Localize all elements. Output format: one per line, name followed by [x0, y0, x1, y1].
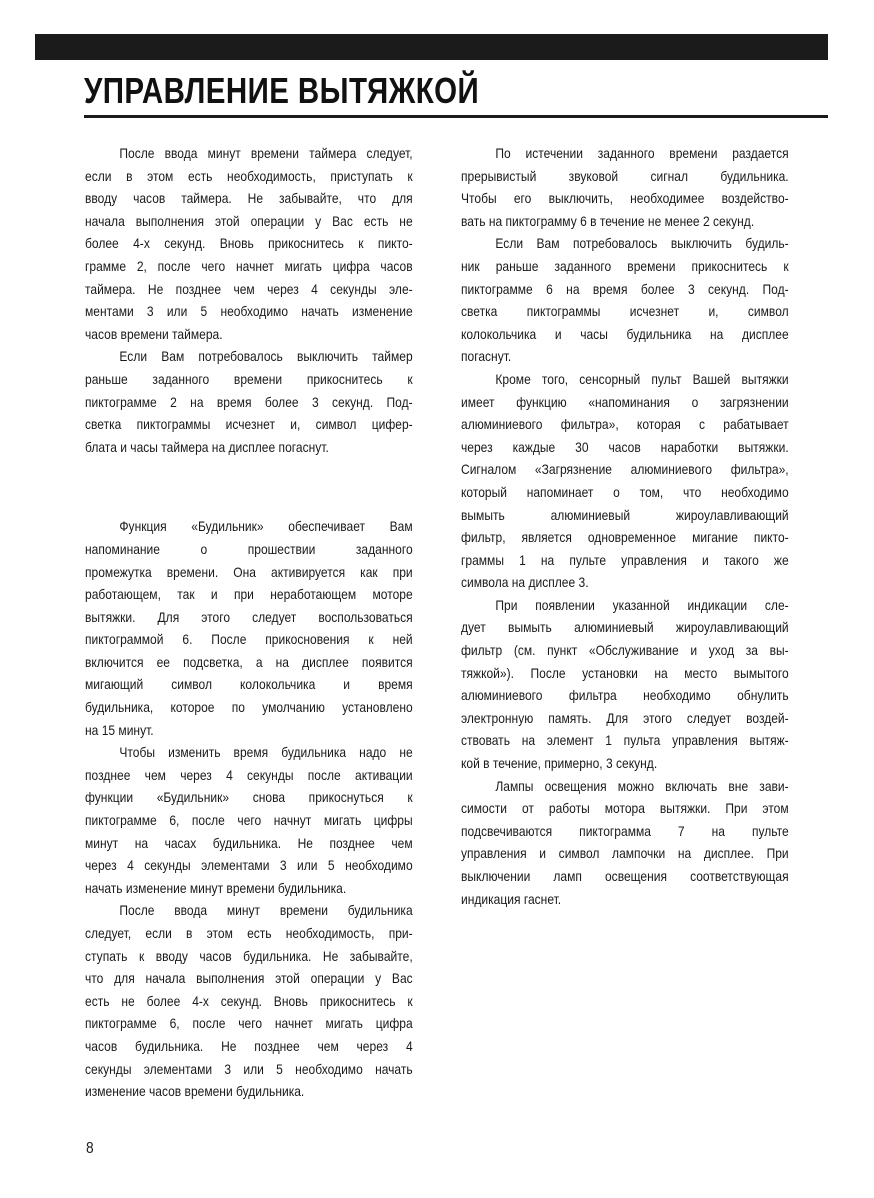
text-line: Лампы освещения можно включать вне зави- — [495, 777, 789, 794]
text-line: фильтр (см. пункт «Обслуживание и уход за вы- — [461, 642, 789, 659]
paragraph — [461, 142, 789, 232]
text-line: Чтобы его выключить, необходимее воздейство- — [461, 190, 789, 207]
text-line: алюминиевого фильтра необходимо обнулить — [461, 687, 789, 704]
text-line: который напоминает о том, что необходимо — [461, 483, 789, 500]
section-spacer — [85, 458, 413, 515]
text-line: работающем, так и при неработающем моторе — [85, 586, 413, 603]
text-line: алюминиевого фильтра», которая с рабатывает — [461, 416, 789, 433]
text-line: После ввода минут времени таймера следует, — [119, 145, 413, 161]
text-line: вытяжки. Для этого следует воспользоваться — [85, 608, 413, 625]
text-line: Функция «Будильник» обеспечивает Вам — [119, 518, 413, 535]
text-line: позднее чем через 4 секунды после активации — [85, 766, 413, 783]
paragraph — [461, 232, 789, 368]
right-column — [461, 142, 789, 910]
text-line: пиктограмме 6, после чего начнет мигать цифра — [85, 1015, 413, 1032]
text-line: выключении ламп освещения соответствующая — [461, 868, 789, 884]
header-bar — [35, 34, 828, 60]
text-line: По истечении заданного времени раздается — [495, 145, 789, 161]
text-line: После ввода минут времени будильника — [119, 902, 413, 919]
text-line: через каждые 30 часов наработки вытяжки. — [461, 438, 789, 455]
text-line: пиктограмме 6, после чего начнут мигать цифры — [85, 812, 413, 829]
text-line: симости от работы мотора вытяжки. При этом — [461, 800, 789, 817]
text-line: напоминание о прошествии заданного — [85, 540, 413, 557]
text-line: есть не более 4-х секунд. Вновь прикоснитесь к — [85, 992, 413, 1009]
text-line: ступать к вводу часов будильника. Не забывайте, — [85, 947, 413, 964]
text-line: дует вымыть алюминиевый жироулавливающий — [461, 619, 789, 636]
text-line: таймера. Не позднее чем через 4 секунды эле- — [85, 280, 413, 297]
text-line: минут на часах будильника. Не позднее чем — [85, 834, 413, 851]
text-line: ник раньше заданного времени прикоснитесь к — [461, 257, 789, 274]
text-line: более 4-х секунд. Вновь прикоснитесь к пикто- — [85, 235, 413, 252]
text-line: функции «Будильник» снова прикоснуться к — [85, 789, 413, 806]
paragraph — [85, 142, 413, 345]
text-line: погаснут. — [461, 348, 512, 365]
text-line: секунды элементами 3 или 5 необходимо начать — [85, 1060, 413, 1077]
text-line: Чтобы изменить время будильника надо не — [119, 744, 413, 761]
text-line: имеет функцию «напоминания о загрязнении — [461, 393, 789, 410]
text-line: пиктограмме 2 на время более 3 секунд. Под- — [85, 393, 413, 410]
text-line: кой в течение, примерно, 3 секунд. — [461, 755, 658, 772]
text-line: следует, если в этом есть необходимость, при- — [85, 925, 413, 941]
text-line: что для начала выполнения этой операции у Вас — [85, 970, 413, 987]
paragraph — [85, 899, 413, 1102]
paragraph — [85, 741, 413, 899]
text-line: пиктограммой 6. После прикосновения к ней — [85, 631, 413, 648]
page-title: УПРАВЛЕНИЕ ВЫТЯЖКОЙ — [84, 70, 480, 111]
text-line: Кроме того, сенсорный пульт Вашей вытяжки — [495, 370, 789, 387]
text-line: тяжкой»). После установки на место вымытого — [461, 664, 789, 681]
text-line: ствовать на элемент 1 пульта управления вытяж- — [461, 732, 789, 749]
paragraph — [85, 345, 413, 458]
text-line: грамме 2, после чего начнет мигать цифра часов — [85, 257, 413, 274]
paragraph — [461, 594, 789, 775]
text-line: мигающий символ колокольчика и время — [85, 676, 413, 693]
text-line: если в этом есть необходимость, приступать к — [85, 167, 413, 184]
text-line: на 15 минут. — [85, 721, 154, 738]
text-line: Если Вам потребовалось выключить таймер — [119, 348, 413, 365]
text-line: управления и символ лампочки на дисплее. При — [461, 845, 789, 862]
text-line: будильника, которое по умолчанию установлено — [85, 699, 413, 716]
text-line: блата и часы таймера на дисплее погаснут. — [85, 438, 329, 455]
text-line: светка пиктограммы исчезнет и, символ цифер- — [85, 416, 413, 433]
text-line: часов времени таймера. — [85, 325, 223, 342]
text-line: вать на пиктограмму 6 в течение не менее 2 секунд. — [461, 212, 755, 229]
text-line: начать изменение минут времени будильника. — [85, 879, 347, 896]
title-underline — [84, 115, 828, 118]
text-line: фильтр, является одновременное мигание пикто- — [461, 529, 789, 546]
text-line: Если Вам потребовалось выключить будиль- — [495, 235, 789, 252]
text-line: ментами 3 или 5 необходимо начать изменение — [85, 303, 413, 320]
text-line: через 4 секунды элементами 3 или 5 необходимо — [85, 857, 413, 874]
page-number: 8 — [86, 1140, 94, 1157]
text-line: часов будильника. Не позднее чем через 4 — [85, 1037, 413, 1054]
text-line: пиктограмме 6 на время более 3 секунд. Под- — [461, 280, 789, 297]
text-line: вымыть алюминиевый жироулавливающий — [461, 506, 789, 523]
text-line: При появлении указанной индикации сле- — [495, 596, 789, 613]
text-line: включится ее подсветка, а на дисплее появится — [85, 653, 413, 670]
text-line: колокольчика и часы будильника на дисплее — [461, 325, 789, 342]
text-line: Сигналом «Загрязнение алюминиевого фильтра», — [461, 461, 789, 478]
text-line: символа на дисплее 3. — [461, 574, 589, 591]
text-line: граммы 1 на пульте управления и такого же — [461, 551, 789, 568]
text-line: раньше заданного времени прикоснитесь к — [85, 370, 413, 387]
text-line: электронную память. Для этого следует воздей- — [461, 709, 789, 726]
text-line: начала выполнения этой операции у Вас есть не — [85, 212, 413, 229]
text-line: прерывистый звуковой сигнал будильника. — [461, 167, 789, 184]
paragraph — [461, 368, 789, 594]
text-line: вводу часов таймера. Не забывайте, что для — [85, 190, 413, 207]
text-line: изменение часов времени будильника. — [85, 1083, 305, 1100]
paragraph — [461, 775, 789, 911]
text-line: промежутка времени. Она активируется как при — [85, 563, 413, 580]
text-line: индикация гаснет. — [461, 890, 562, 907]
text-line: светка пиктограммы исчезнет и, символ — [461, 303, 789, 320]
left-column — [85, 142, 413, 1103]
text-line: подсвечиваются пиктограмма 7 на пульте — [461, 822, 789, 839]
paragraph — [85, 515, 413, 741]
